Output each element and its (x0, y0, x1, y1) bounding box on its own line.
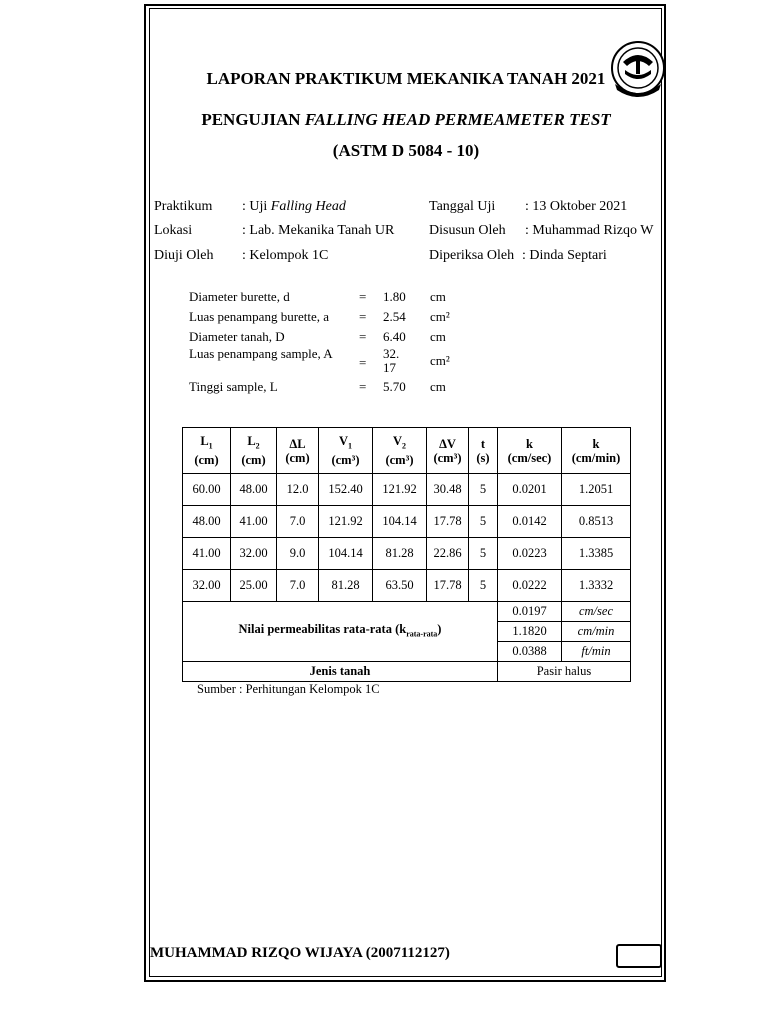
param-label: Diameter burette, d (189, 289, 290, 304)
param-value: 6.40 (383, 329, 406, 344)
report-title: LAPORAN PRAKTIKUM MEKANIKA TANAH 2021 (206, 69, 606, 88)
cell-v1: 121.92 (319, 506, 373, 538)
col-header-v1: $V_1$ (cm³) (319, 428, 373, 474)
cell-k-sec: 0.0201 (498, 474, 562, 506)
cell-k-min: 0.8513 (562, 506, 631, 538)
avg-label: Nilai permeabilitas rata-rata $(k_{rata-rata})$ (183, 602, 498, 662)
param-eq: = (359, 329, 367, 344)
cell-k-min: 1.2051 (562, 474, 631, 506)
param-unit: cm (430, 329, 446, 344)
cell-v1: 152.40 (319, 474, 373, 506)
table-row (183, 538, 631, 570)
cell-l1: 41.00 (183, 538, 231, 570)
param-unit: cm² (430, 309, 450, 324)
cell-t: 5 (469, 474, 498, 506)
disusun-value: : Muhammad Rizqo W (525, 223, 654, 238)
cell-v1: 104.14 (319, 538, 373, 570)
cell-dv: 22.86 (427, 538, 469, 570)
soil-row (183, 662, 631, 682)
cell-k-min: 1.3332 (562, 570, 631, 602)
avg-value: 0.0388 (498, 642, 562, 662)
cell-k-sec: 0.0223 (498, 538, 562, 570)
cell-t: 5 (469, 570, 498, 602)
cell-k-min: 1.3385 (562, 538, 631, 570)
col-header-v2: $V_2$ (cm³) (373, 428, 427, 474)
cell-k-sec: 0.0142 (498, 506, 562, 538)
col-header-dl: ΔL (cm) (277, 428, 319, 474)
param-label: Luas penampang burette, a (189, 309, 330, 324)
report-subtitle: PENGUJIAN FALLING HEAD PERMEAMETER TEST (201, 110, 611, 129)
cell-dv: 17.78 (427, 506, 469, 538)
permeability-table (182, 427, 631, 682)
param-value: 2.54 (383, 309, 406, 324)
table-row (183, 474, 631, 506)
col-header-k-min: k (cm/min) (562, 428, 631, 474)
praktikum-value: : Uji Falling Head (242, 199, 346, 214)
param-unit: cm² (430, 353, 450, 368)
param-eq: = (359, 379, 367, 394)
lokasi-value: : Lab. Mekanika Tanah UR (242, 223, 395, 238)
cell-v2: 81.28 (373, 538, 427, 570)
table-row (183, 570, 631, 602)
cell-l2: 41.00 (231, 506, 277, 538)
avg-value: 1.1820 (498, 622, 562, 642)
cell-l1: 48.00 (183, 506, 231, 538)
report-standard: (ASTM D 5084 - 10) (332, 141, 480, 160)
param-value: 1.80 (383, 289, 406, 304)
cell-l1: 32.00 (183, 570, 231, 602)
col-header-dv: ΔV (cm³) (427, 428, 469, 474)
cell-l1: 60.00 (183, 474, 231, 506)
cell-l2: 25.00 (231, 570, 277, 602)
diperiksa-value: : Dinda Septari (522, 248, 607, 263)
tanggal-value: : 13 Oktober 2021 (525, 199, 628, 214)
avg-unit: cm/min (562, 622, 631, 642)
cell-dl: 7.0 (277, 506, 319, 538)
param-eq: = (359, 355, 367, 370)
avg-value: 0.0197 (498, 602, 562, 622)
avg-row (183, 602, 631, 622)
cell-t: 5 (469, 506, 498, 538)
param-label: Tinggi sample, L (189, 379, 278, 394)
param-label: Luas penampang sample, A (189, 346, 333, 361)
table-header-row (183, 428, 631, 474)
cell-l2: 32.00 (231, 538, 277, 570)
cell-v2: 104.14 (373, 506, 427, 538)
cell-v1: 81.28 (319, 570, 373, 602)
param-eq: = (359, 309, 367, 324)
avg-unit: ft/min (562, 642, 631, 662)
cell-dl: 9.0 (277, 538, 319, 570)
col-header-t: t (s) (469, 428, 498, 474)
param-value: 5.70 (383, 379, 406, 394)
diuji-label: Diuji Oleh (154, 248, 214, 263)
col-header-l1: $L_1$ (cm) (183, 428, 231, 474)
cell-dl: 7.0 (277, 570, 319, 602)
tanggal-label: Tanggal Uji (429, 199, 496, 214)
param-eq: = (359, 289, 367, 304)
diuji-value: : Kelompok 1C (242, 248, 329, 263)
soil-value: Pasir halus (498, 662, 631, 682)
lokasi-label: Lokasi (154, 223, 193, 238)
praktikum-label: Praktikum (154, 199, 213, 214)
cell-k-sec: 0.0222 (498, 570, 562, 602)
source-note: Sumber : Perhitungan Kelompok 1C (197, 682, 380, 696)
col-header-k-sec: k (cm/sec) (498, 428, 562, 474)
cell-dl: 12.0 (277, 474, 319, 506)
param-value: 32.17 (383, 346, 400, 375)
col-header-l2: $L_2$ (cm) (231, 428, 277, 474)
table-row (183, 506, 631, 538)
cell-v2: 63.50 (373, 570, 427, 602)
page-number-box (616, 944, 662, 968)
avg-unit: cm/sec (562, 602, 631, 622)
cell-l2: 48.00 (231, 474, 277, 506)
cell-t: 5 (469, 538, 498, 570)
param-unit: cm (430, 379, 446, 394)
diperiksa-label: Diperiksa Oleh (429, 248, 515, 263)
param-unit: cm (430, 289, 446, 304)
param-label: Diameter tanah, D (189, 329, 285, 344)
author-footer: MUHAMMAD RIZQO WIJAYA (2007112127) (150, 945, 450, 961)
cell-v2: 121.92 (373, 474, 427, 506)
disusun-label: Disusun Oleh (429, 223, 506, 238)
soil-label: Jenis tanah (183, 662, 498, 682)
cell-dv: 17.78 (427, 570, 469, 602)
cell-dv: 30.48 (427, 474, 469, 506)
